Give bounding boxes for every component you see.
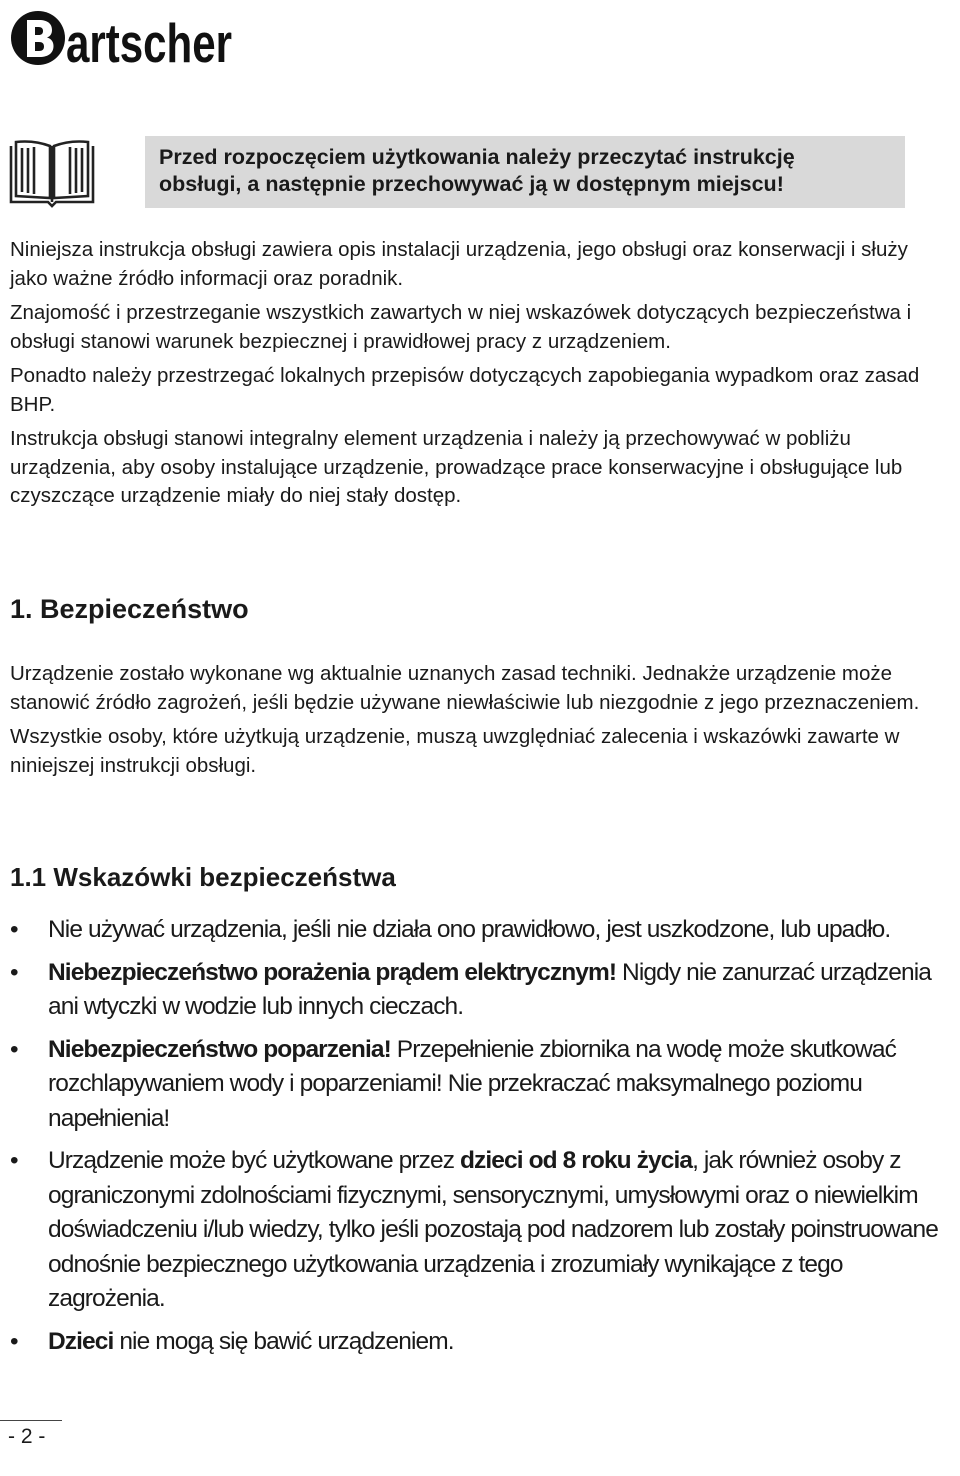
list-item	[0, 1033, 950, 1137]
bullet-icon: •	[10, 916, 18, 943]
bullet-emphasis: Niebezpieczeństwo poparzenia!	[48, 1035, 391, 1063]
safety-paragraph: Wszystkie osoby, które użytkują urządzenie, muszą uwzględniać zalecenia i wskazówki zawarte w niniejszej instrukcji obsługi.	[10, 725, 900, 777]
section-heading-safety: 1. Bezpieczeństwo	[10, 594, 249, 624]
safety-paragraph: Urządzenie zostało wykonane wg aktualnie uznanych zasad techniki. Jednakże urządzenie może stanowić źródło zagrożeń, jeśli będzie używane niewłaściwie lub niezgodnie z jego przeznaczeniem.	[10, 662, 920, 714]
intro-paragraph: Instrukcja obsługi stanowi integralny element urządzenia i należy ją przechowywać w pobliżu urządzenia, aby osoby instalujące urządzenie, prowadzące prace konserwacyjne i obsługujące lub czyszczące urządzenie miały do niej stały dostęp.	[10, 427, 903, 507]
bartscher-logo	[10, 6, 240, 72]
bullet-emphasis: Dzieci	[48, 1327, 114, 1355]
bullet-text: Przepełnienie zbiornika na wodę może skutkować rozchlapywaniem wody i poparzeniami! Nie przekraczać maksymalnego poziomu napełnienia!	[48, 1035, 897, 1132]
bullet-icon: •	[10, 1327, 18, 1355]
bullet-text: Nie używać urządzenia, jeśli nie działa ono prawidłowo, jest uszkodzone, lub upadło.	[48, 916, 891, 943]
manual-book-icon	[8, 138, 96, 208]
read-manual-notice	[145, 136, 905, 208]
footer-divider	[0, 1420, 62, 1421]
bullet-text: Nigdy nie zanurzać urządzenia ani wtyczki w wodzie lub innych cieczach.	[48, 958, 931, 1020]
page-number: - 2 -	[8, 1425, 46, 1448]
bullet-text-prefix: Urządzenie może być użytkowane przez	[48, 1147, 460, 1174]
bullet-text: nie mogą się bawić urządzeniem.	[113, 1327, 454, 1355]
svg-text:artscher: artscher	[66, 12, 232, 74]
bullet-icon: •	[10, 1035, 18, 1063]
safety-hints-list	[0, 913, 950, 1367]
bullet-icon: •	[10, 1147, 18, 1174]
bullet-emphasis: Niebezpieczeństwo porażenia prądem elektrycznym!	[48, 958, 617, 986]
safety-section	[10, 660, 955, 786]
intro-paragraph: Znajomość i przestrzeganie wszystkich zawartych w niej wskazówek dotyczących bezpieczeństwa i obsługi stanowi warunek bezpiecznej i prawidłowej pracy z urządzeniem.	[10, 301, 912, 353]
list-item	[0, 1144, 950, 1317]
list-item	[0, 913, 950, 948]
list-item	[0, 1325, 950, 1360]
list-item	[0, 956, 950, 1025]
bullet-icon: •	[10, 958, 18, 986]
bullet-text: , jak również osoby z ograniczonymi zdolnościami fizycznymi, sensorycznymi, umysłowymi oraz o niewielkim doświadczeniu i/lub wiedzy, tylko jeśli pozostają pod nadzorem lub zostały poinstruowane odnośnie bezpiecznego użytkowania urządzenia i zrozumiały wynikające z tego zagrożenia.	[48, 1147, 938, 1312]
intro-paragraph: Ponadto należy przestrzegać lokalnych przepisów dotyczących zapobiegania wypadkom oraz zasad BHP.	[10, 364, 920, 416]
section-heading-safety-hints: 1.1 Wskazówki bezpieczeństwa	[10, 862, 396, 892]
notice-line-2: obsługi, a następnie przechowywać ją w dostępnym miejscu!	[159, 172, 784, 196]
notice-line-1: Przed rozpoczęciem użytkowania należy przeczytać instrukcję	[159, 145, 795, 169]
intro-paragraph: Niniejsza instrukcja obsługi zawiera opis instalacji urządzenia, jego obsługi oraz konserwacji i służy jako ważne źródło informacji oraz poradnik.	[10, 238, 908, 290]
intro-section	[10, 236, 950, 517]
bullet-emphasis: dzieci od 8 roku życia	[459, 1147, 693, 1174]
